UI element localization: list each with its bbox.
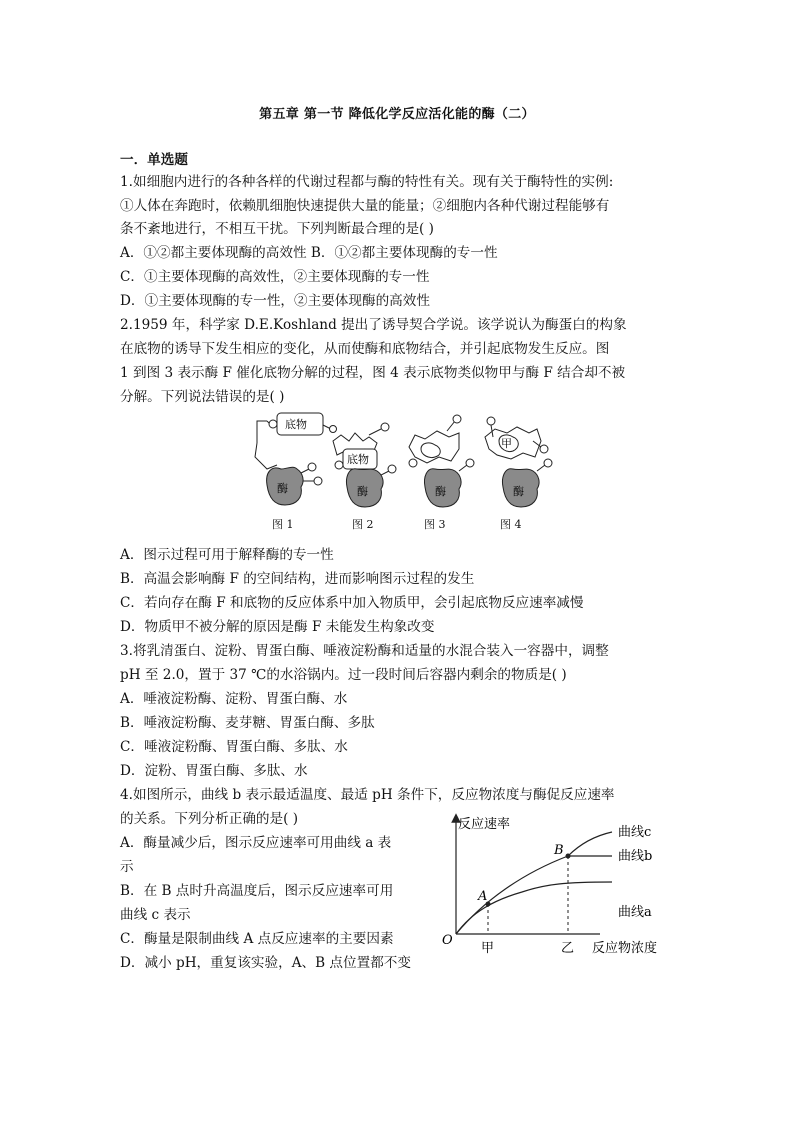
q3-option: A．唾液淀粉酶、淀粉、胃蛋白酶、水 [120, 691, 348, 707]
q2-option: A．图示过程可用于解释酶的专一性 [120, 547, 334, 563]
x-tick-label: 甲 [481, 941, 495, 956]
q3-stem-line: pH 至 2.0，置于 37 ℃的水浴锅内。过一段时间后容器内剩余的物质是( ) [120, 667, 567, 683]
page-title: 第五章 第一节 降低化学反应活化能的酶（二） [259, 107, 535, 122]
q2-stem-line: 分解。下列说法错误的是( ) [120, 389, 285, 405]
section-heading: 一．单选题 [120, 152, 188, 168]
enzyme-label: 酶 [357, 485, 368, 498]
q4-option: C．酶量是限制曲线 A 点反应速率的主要因素 [120, 931, 394, 947]
point-a-label: A [478, 889, 488, 904]
q4-stem-line: 4.如图所示，曲线 b 表示最适温度、最适 pH 条件下，反应物浓度与酶促反应速率 [120, 787, 615, 803]
q1-option: D．①主要体现酶的专一性，②主要体现酶的高效性 [120, 293, 430, 309]
q3-stem-line: 3.将乳清蛋白、淀粉、胃蛋白酶、唾液淀粉酶和适量的水混合装入一容器中，调整 [120, 643, 609, 659]
enzyme-label: 酶 [435, 485, 446, 498]
figure-1 [255, 413, 337, 505]
substrate-label: 底物 [347, 453, 369, 466]
q2-option: C．若向存在酶 F 和底物的反应体系中加入物质甲，会引起底物反应速率减慢 [120, 595, 584, 611]
q3-option: B．唾液淀粉酶、麦芽糖、胃蛋白酶、多肽 [120, 715, 375, 731]
origin-label: O [442, 933, 453, 948]
figure-caption: 图 2 [352, 518, 374, 531]
q4-option: 曲线 c 表示 [120, 907, 191, 923]
x-axis-label: 反应物浓度 [592, 941, 658, 956]
q1-stem-line: ①人体在奔跑时，依赖肌细胞快速提供大量的能量；②细胞内各种代谢过程能够有 [120, 198, 610, 214]
figure-4 [485, 417, 552, 507]
figure-caption: 图 4 [500, 518, 522, 531]
curve-c-label: 曲线c [618, 825, 652, 840]
substrate-label: 底物 [285, 418, 307, 431]
point-b [566, 854, 571, 859]
q4-option: D．减小 pH，重复该实验，A、B 点位置都不变 [120, 955, 411, 971]
enzyme-label: 酶 [513, 485, 524, 498]
figure-caption: 图 1 [272, 518, 294, 531]
q2-option: B．高温会影响酶 F 的空间结构，进而影响图示过程的发生 [120, 571, 475, 587]
point-b-label: B [554, 843, 564, 858]
q2-option: D．物质甲不被分解的原因是酶 F 未能发生构象改变 [120, 619, 435, 635]
q3-option: D．淀粉、胃蛋白酶、多肽、水 [120, 763, 308, 779]
q4-option: B．在 B 点时升高温度后，图示反应速率可用 [120, 883, 394, 899]
q2-stem-line: 在底物的诱导下发生相应的变化，从而使酶和底物结合，并引起底物发生反应。图 [120, 341, 610, 357]
x-tick-label: 乙 [561, 941, 575, 956]
q1-stem-line: 条不紊地进行，不相互干扰。下列判断最合理的是( ) [120, 221, 434, 237]
q4-stem-line: 的关系。下列分析正确的是( ) [120, 811, 299, 827]
q4-option: A．酶量减少后，图示反应速率可用曲线 a 表 [120, 835, 392, 851]
y-axis-label: 反应速率 [458, 817, 511, 832]
q1-option: A．①②都主要体现酶的高效性 B．①②都主要体现酶的专一性 [120, 245, 498, 261]
q2-stem-line: 2.1959 年，科学家 D.E.Koshland 提出了诱导契合学说。该学说认为酶蛋白的构象 [120, 317, 627, 333]
q4-option: 示 [120, 859, 134, 875]
figure-2 [333, 423, 396, 507]
q2-stem-line: 1 到图 3 表示酶 F 催化底物分解的过程，图 4 表示底物类似物甲与酶 F 结合却不被 [120, 365, 626, 381]
q3-option: C．唾液淀粉酶、胃蛋白酶、多肽、水 [120, 739, 348, 755]
q1-option: C．①主要体现酶的高效性，②主要体现酶的专一性 [120, 269, 430, 285]
q1-stem-line: 1.如细胞内进行的各种各样的代谢过程都与酶的特性有关。现有关于酶特性的实例: [120, 174, 614, 190]
figure-3 [409, 415, 474, 507]
curve-b-label: 曲线b [618, 849, 653, 864]
curve-c [568, 832, 612, 856]
analog-label: 甲 [501, 437, 512, 450]
curve-a-label: 曲线a [618, 905, 652, 920]
reaction-rate-graph [436, 812, 686, 964]
figure-caption: 图 3 [424, 518, 446, 531]
enzyme-label: 酶 [277, 482, 288, 495]
